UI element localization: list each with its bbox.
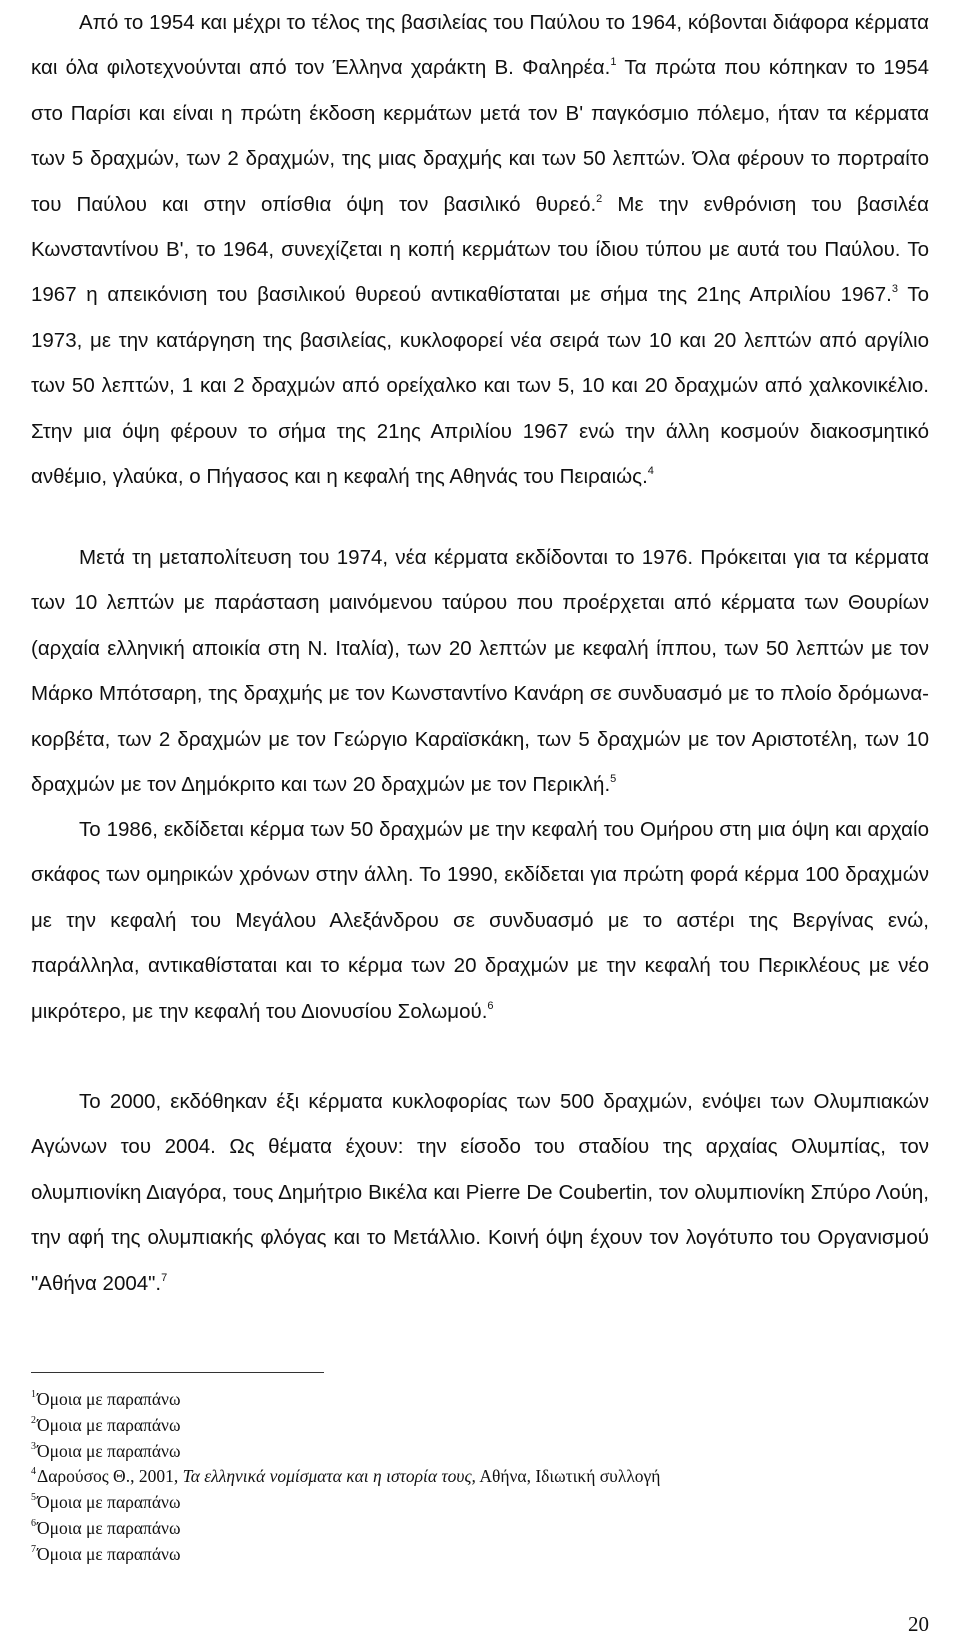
paragraph-text: Το 2000, εκδόθηκαν έξι κέρματα κυκλοφορίας των 500 δραχμών, ενόψει των Ολυμπιακών Αγώνων του 2004. Ως θέματα έχουν: την είσοδο του σταδίου της αρχαίας Ολυμπίας, τον ολυμπιονίκη Διαγόρα, τους Δημήτριο Βικέλα και Pierre De Coubertin, τον ολυμπιονίκη Σπύρο Λούη, την αφή της ολυμπιακής φλόγας και το Μετάλλιο. Κοινή όψη έχουν τον λογότυπο του Οργανισμού "Αθήνα 2004". (31, 1090, 929, 1295)
footnote-text: Όμοια με παραπάνω (37, 1414, 181, 1435)
footnote-number: 6 (31, 1517, 36, 1529)
footnote-ref: 2 (596, 192, 603, 205)
footnote-number: 4 (31, 1466, 36, 1478)
footnote-1 (31, 1387, 911, 1413)
footnotes (31, 1387, 911, 1568)
footnote-book-title: Τα ελληνικά νομίσματα και η ιστορία τους, (182, 1466, 476, 1487)
footnote-2 (31, 1413, 911, 1439)
footnote-number: 5 (31, 1492, 36, 1504)
footnote-ref: 1 (610, 56, 617, 69)
paragraph-text: Μετά τη μεταπολίτευση του 1974, νέα κέρματα εκδίδονται το 1976. Πρόκειται για τα κέρματα των 10 λεπτών με παράσταση μαινόμενου ταύρου που προέρχεται από κέρματα των Θουρίων (αρχαία ελληνική αποικία στη Ν. Ιταλία), των 20 λεπτών με κεφαλή ίππου, των 50 λεπτών με τον Μάρκο Μπότσαρη, της δραχμής με τον Κωνσταντίνο Κανάρη σε συνδυασμό με το πλοίο δρόμωνα-κορβέτα, των 2 δραχμών με τον Γεώργιο Καραϊσκάκη, των 5 δραχμών με τον Αριστοτέλη, των 10 δραχμών με τον Δημόκριτο και των 20 δραχμών με τον Περικλή. (31, 546, 929, 797)
paragraph-1976 (31, 535, 929, 807)
paragraph-text: Τα πρώτα που κόπηκαν το 1954 στο Παρίσι και είναι η πρώτη έκδοση κερμάτων μετά τον Β' παγκόσμιο πόλεμο, ήταν τα κέρματα των 5 δραχμών, των 2 δραχμών, της μιας δραχμής και των 50 λεπτών. Όλα φέρουν το πορτραίτο του Παύλου και στην οπίσθια όψη τον βασιλικό θυρεό. (31, 56, 929, 216)
footnote-number: 1 (31, 1389, 36, 1400)
footnote-ref: 4 (647, 465, 654, 478)
footnote-number: 3 (31, 1440, 36, 1452)
footnote-number: 2 (31, 1414, 36, 1426)
paragraph-2000 (31, 1079, 929, 1306)
paragraph-text: Το 1986, εκδίδεται κέρμα των 50 δραχμών με την κεφαλή του Ομήρου στη μια όψη και αρχαίο σκάφος των ομηρικών χρόνων στην άλλη. Το 1990, εκδίδεται για πρώτη φορά κέρμα 100 δραχμών με την κεφαλή του Μεγάλου Αλεξάνδρου σε συνδυασμό με το αστέρι της Βεργίνας ενώ, παράλληλα, αντικαθίσταται και το κέρμα των 20 δραχμών με την κεφαλή του Περικλέους με νέο μικρότερο, με την κεφαλή του Διονυσίου Σολωμού. (31, 818, 929, 1023)
footnote-number: 7 (31, 1543, 36, 1555)
footnote-text: Όμοια με παραπάνω (37, 1492, 181, 1513)
footnote-5 (31, 1490, 911, 1516)
paragraph-text: Από το 1954 και μέχρι το τέλος της βασιλείας του Παύλου το 1964, κόβονται διάφορα κέρματα και όλα φιλοτεχνούνται από τον Έλληνα χαράκτη Β. Φαληρέα. (31, 11, 929, 80)
footnote-text: Όμοια με παραπάνω (37, 1517, 181, 1538)
footnote-text: Όμοια με παραπάνω (37, 1389, 181, 1409)
page-number: 20 (908, 1612, 929, 1636)
footnote-3 (31, 1439, 911, 1465)
footnote-ref: 7 (161, 1271, 168, 1284)
footnote-author: Δαρούσος Θ., 2001, (37, 1466, 183, 1487)
footnote-separator (31, 1372, 324, 1373)
footnote-text: Όμοια με παραπάνω (37, 1440, 181, 1461)
footnote-publisher: Αθήνα, Ιδιωτική συλλογή (475, 1466, 661, 1487)
footnote-ref: 3 (891, 283, 898, 296)
footnote-6 (31, 1516, 911, 1542)
footnote-7 (31, 1542, 911, 1568)
footnote-ref: 6 (487, 999, 494, 1012)
paragraph-text: Με την ενθρόνιση του βασιλέα Κωνσταντίνου Β', το 1964, συνεχίζεται η κοπή κερμάτων του ίδιου τύπου με αυτά του Παύλου. Το 1967 η απεικόνιση του βασιλικού θυρεού αντικαθίσταται με σήμα της 21ης Απριλίου 1967. (31, 192, 929, 307)
paragraph-text: Το 1973, με την κατάργηση της βασιλείας, κυκλοφορεί νέα σειρά των 10 και 20 λεπτών από αργίλιο των 50 λεπτών, 1 και 2 δραχμών από ορείχαλκο και των 5, 10 και 20 δραχμών από χαλκονικέλιο. Στην μια όψη φέρουν το σήμα της 21ης Απριλίου 1967 ενώ την άλλη κοσμούν διακοσμητικό ανθέμιο, γλαύκα, ο Πήγασος και η κεφαλή της Αθηνάς του Πειραιώς. (31, 283, 929, 489)
paragraph-1954-1973 (31, 0, 929, 499)
footnote-text: Όμοια με παραπάνω (37, 1543, 181, 1564)
footnote-4 (31, 1464, 911, 1490)
paragraph-1986-1990 (31, 807, 929, 1034)
footnote-ref: 5 (610, 773, 617, 786)
